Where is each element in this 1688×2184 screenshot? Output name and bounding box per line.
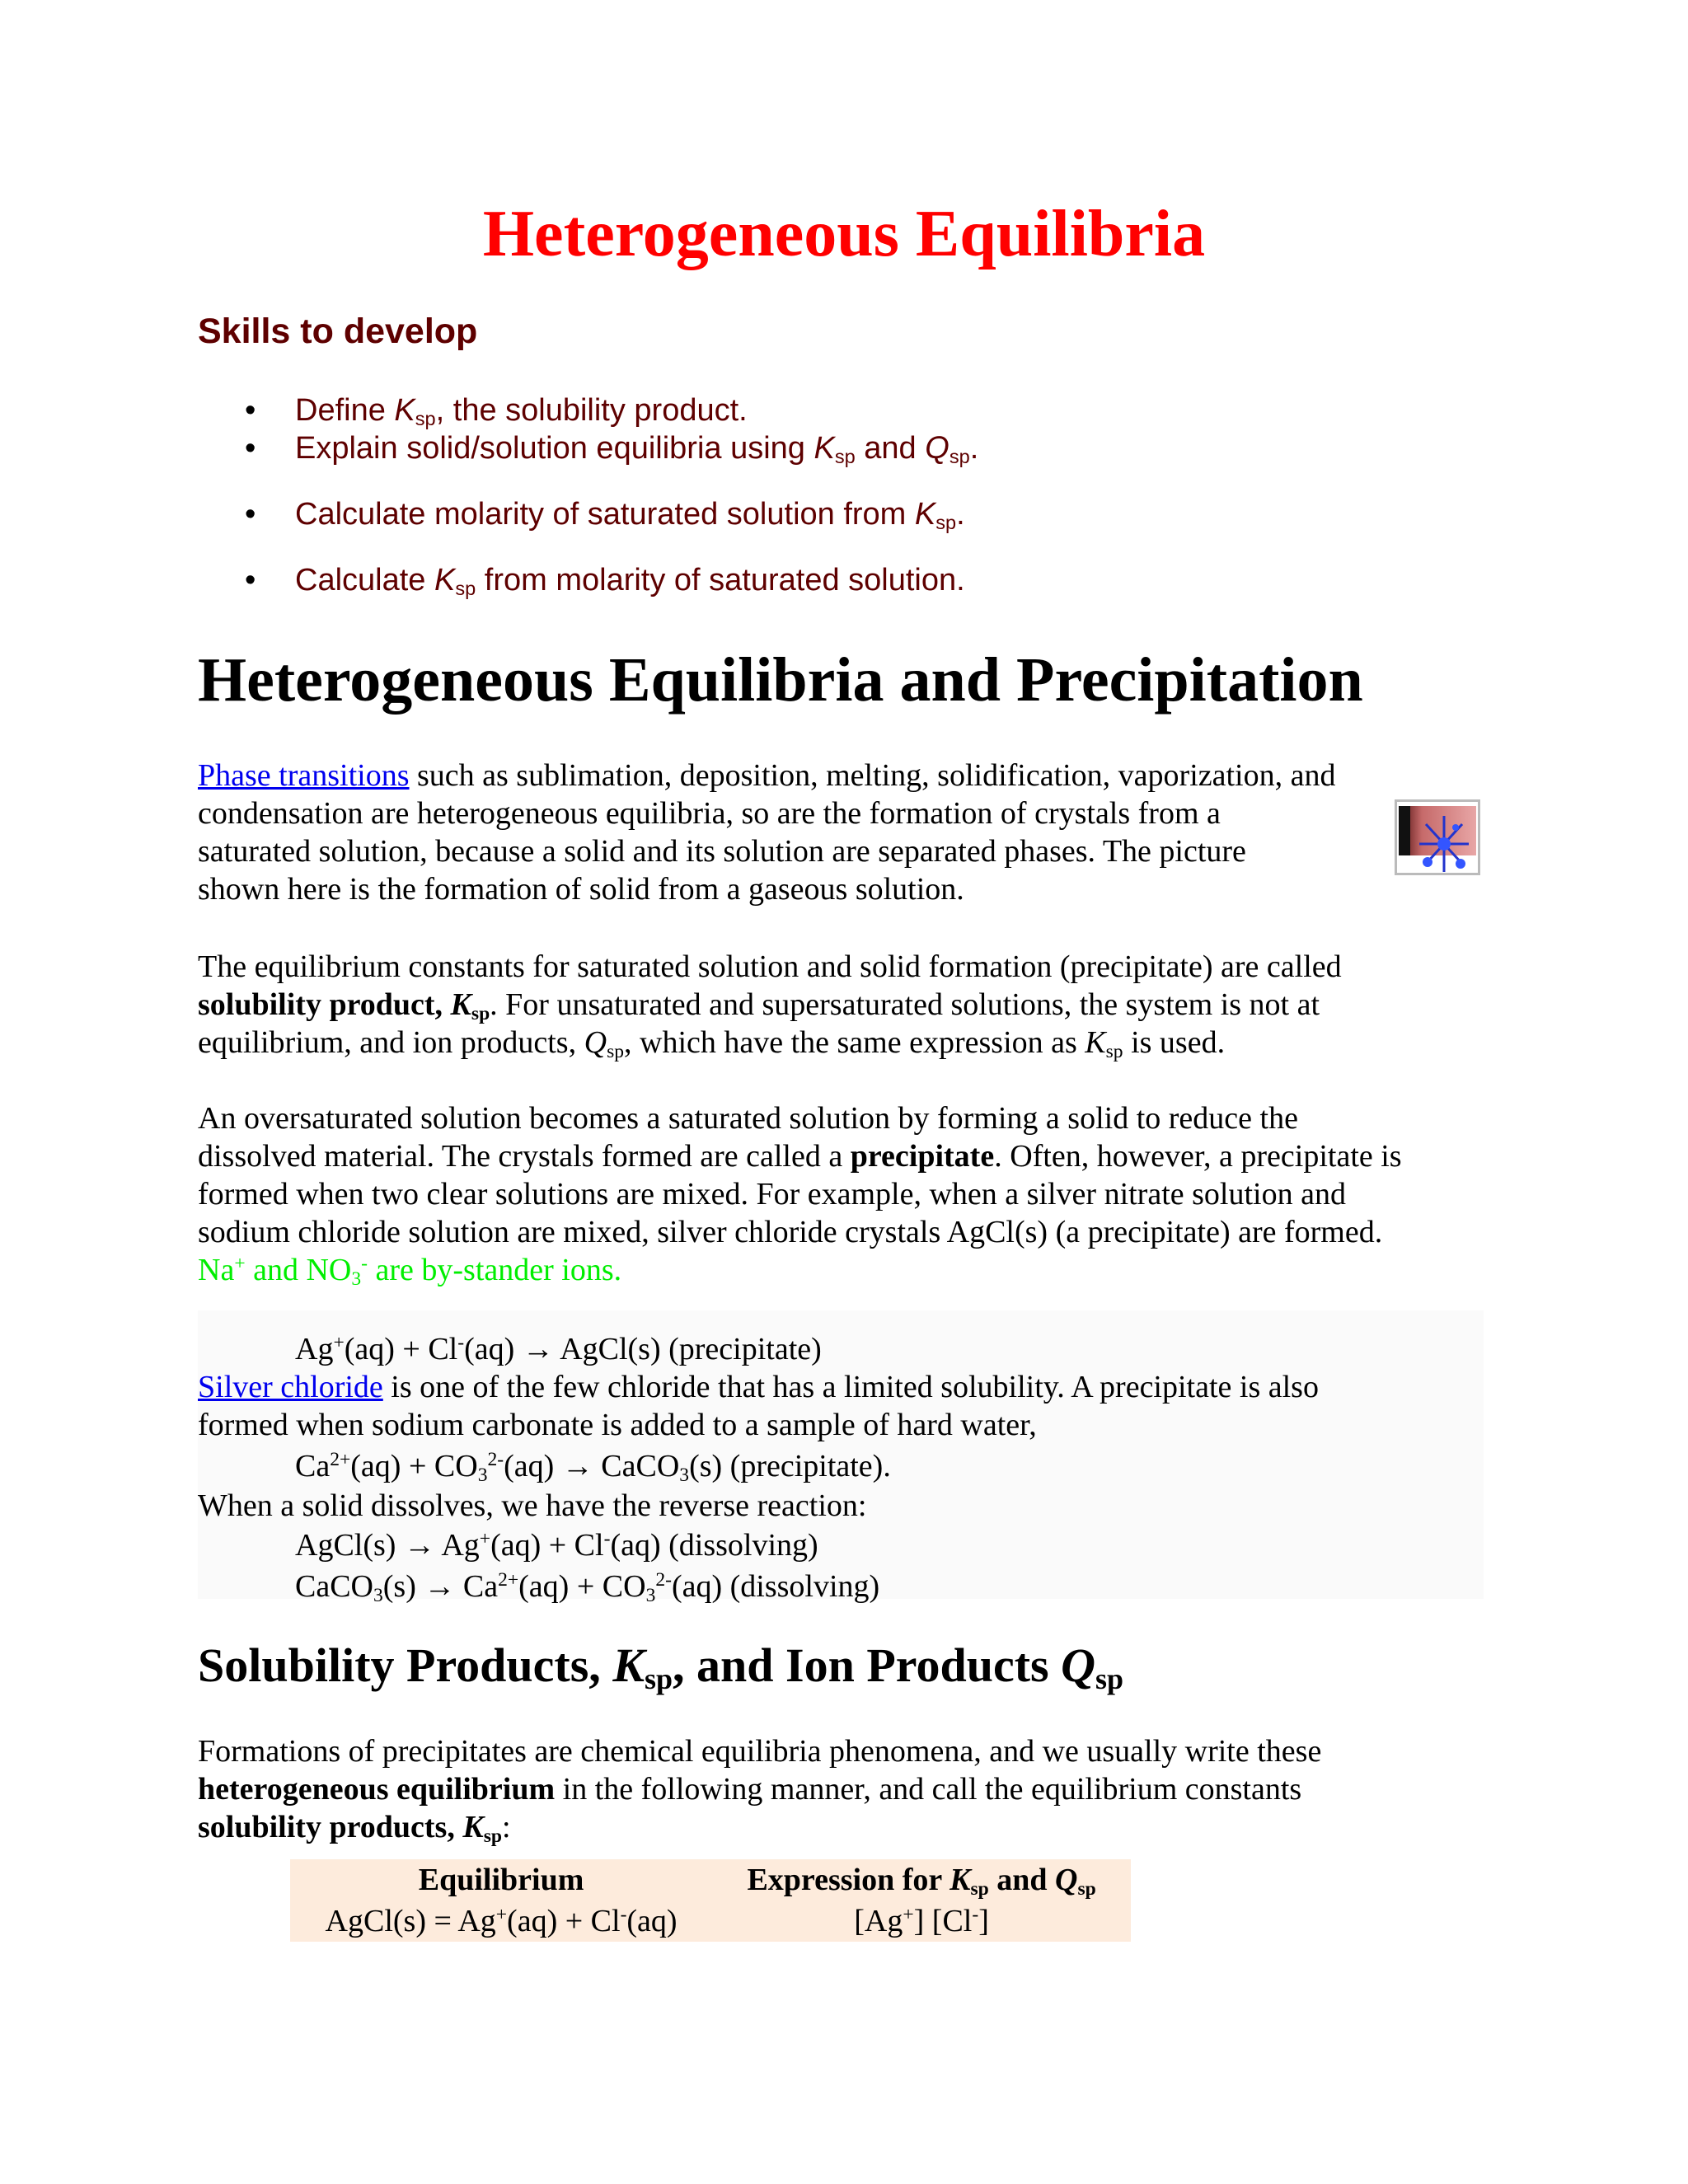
bystander-ions-note: Na+ and $NO_3^-$ are by-stander ions. — [198, 1253, 622, 1290]
bullet: • — [245, 431, 256, 466]
bullet: • — [245, 563, 256, 598]
subsection-heading: Solubility Products, $K_{sp}$, and Ion Products $Q_{sp}$ — [198, 1638, 1123, 1695]
silver-chloride-link[interactable]: Silver chloride — [198, 1370, 383, 1404]
paragraph-precipitate: An oversaturated solution becomes a saturated solution by forming a solid to reduce the dissolved material. The crystals formed are called a precipitate. Often, however, a precipitate is formed when two clear solutions are mixed. For example, when a silver nitrate solution and sodium chloride solution are mixed, silver chloride crystals AgCl(s) (a precipitate) are formed. Na+ and $NO_3^-$ are by-stander ions. — [198, 1099, 1484, 1289]
table-cell-expression: [Ag+] [Cl-] — [854, 1904, 989, 1938]
equation-dissolving-agcl: AgCl(s) → Ag+(aq) + Cl-(aq) (dissolving) — [295, 1528, 818, 1563]
snowflake-crystal-image — [1395, 799, 1480, 875]
table-header-expression: Expression for $K_{sp}$ and $Q_{sp}$ — [747, 1863, 1096, 1900]
paragraph-formations: Formations of precipitates are chemical equilibria phenomena, and we usually write these heterogeneous equilibrium in the following manner, and call the equilibrium constants solubility products, $K_{sp}$: — [198, 1734, 1322, 1847]
skills-heading: Skills to develop — [198, 312, 478, 351]
bullet: • — [245, 393, 256, 428]
ksp-table — [290, 1859, 1131, 1942]
skill-item-4: Calculate $K_{sp}$ from molarity of saturated solution. — [295, 563, 965, 599]
page-title: Heterogeneous Equilibria — [482, 198, 1206, 270]
skill-item-1: Define $K_{sp}$, the solubility product. — [295, 393, 748, 429]
table-cell-equilibrium: AgCl(s) = Ag+(aq) + Cl-(aq) — [325, 1904, 678, 1938]
paragraph-solubility-product: The equilibrium constants for saturated solution and solid formation (precipitate) are called solubility product, $K_{sp}$. For unsaturated and supersaturated solutions, the system is not at equilibrium, and ion products, $Q_{sp}$, which have the same expression as $K_{sp}$ is used. — [198, 949, 1342, 1062]
paragraph-phase-transitions: Phase transitions such as sublimation, deposition, melting, solidification, vaporization, and condensation are heterogeneous equilibria, so are the formation of crystals from a saturated solution, because a solid and its solution are separated phases. The picture shown here is the formation of solid from a gaseous solution. — [198, 758, 1336, 907]
equation-precipitate-agcl: Ag+(aq) + Cl-(aq) → AgCl(s) (precipitate) — [295, 1332, 822, 1366]
bullet: • — [245, 497, 256, 532]
phase-transitions-link[interactable]: Phase transitions — [198, 758, 410, 793]
skill-item-2: Explain solid/solution equilibria using $K_{sp}$ and $Q_{sp}$. — [295, 431, 979, 467]
equation-precipitate-caco3: $Ca^{2+}(aq) + CO_3^{2-}(aq)$ → CaCO$_3$(s) (precipitate). — [295, 1449, 891, 1486]
paragraph-silver-chloride: Silver chloride is one of the few chloride that has a limited solubility. A precipitate is also formed when sodium carbonate is added to a sample of hard water, — [198, 1370, 1319, 1442]
paragraph-reverse-reaction: When a solid dissolves, we have the reverse reaction: — [198, 1488, 867, 1523]
table-row — [290, 1900, 1131, 1942]
equation-dissolving-caco3: CaCO$_3$(s) → $Ca^{2+}(aq) + CO_3^{2-}(aq)$ (dissolving) — [295, 1569, 880, 1606]
table-header-row — [290, 1859, 1131, 1900]
table-header-equilibrium: Equilibrium — [418, 1863, 584, 1897]
skill-item-3: Calculate molarity of saturated solution from $K_{sp}$. — [295, 497, 965, 533]
section-heading: Heterogeneous Equilibria and Precipitation — [198, 645, 1363, 715]
